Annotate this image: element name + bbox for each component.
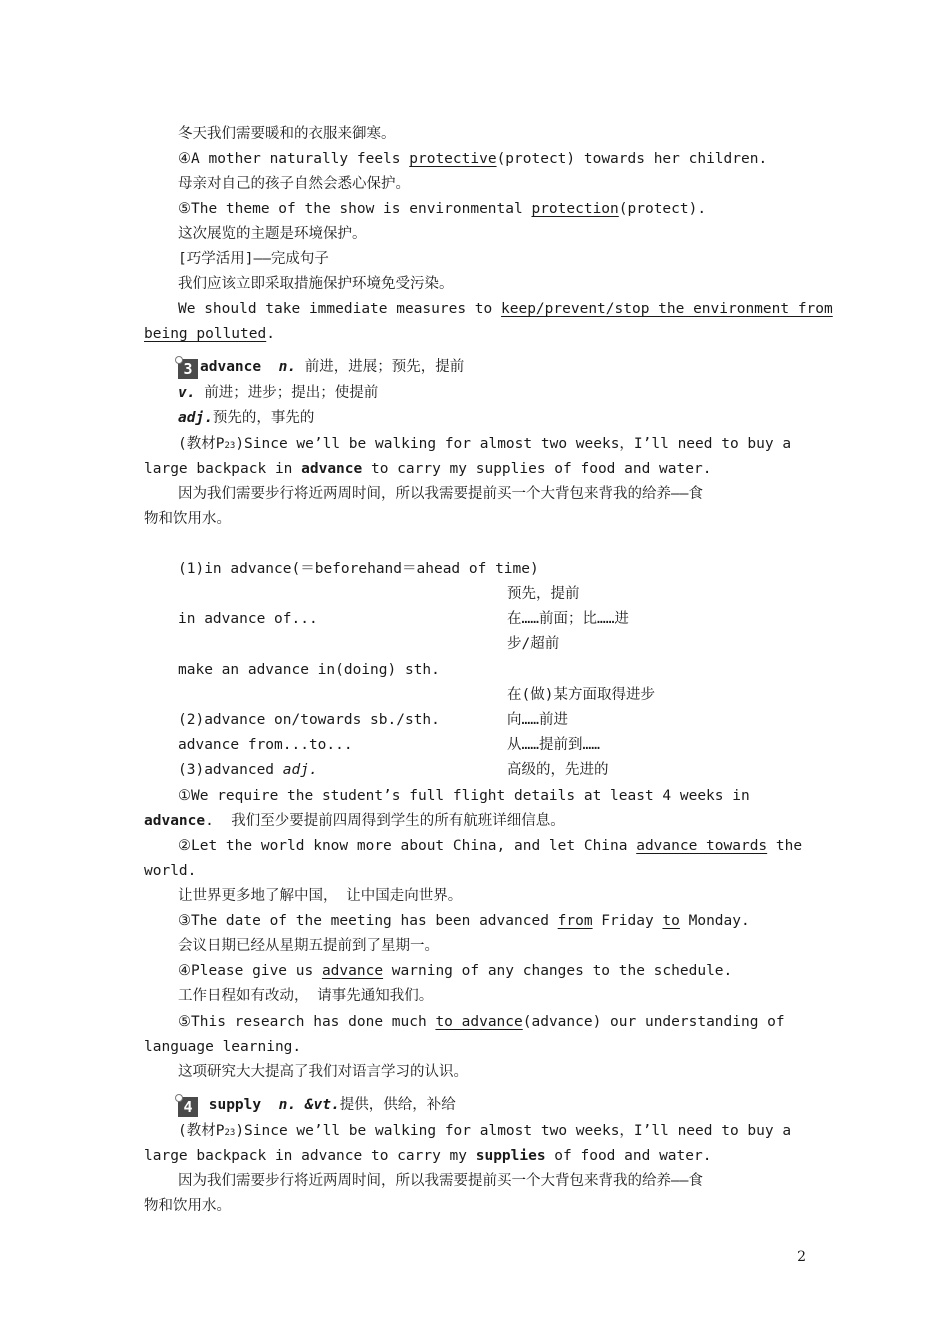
example-translation: 这项研究大大提高了我们对语言学习的认识。 — [178, 1064, 468, 1080]
answer-blank: to — [662, 913, 680, 929]
vocab-heading: 4 supply n. &vt.提供，供给，补给 — [178, 1095, 456, 1117]
example-sentence-cont: world. — [144, 863, 197, 879]
phrase: in advance of... — [178, 611, 318, 627]
exercise-heading: [巧学活用]——完成句子 — [178, 251, 329, 267]
vocab-definition: adj.预先的，事先的 — [178, 410, 315, 426]
phrase-meaning: 从……提前到…… — [507, 737, 600, 753]
example-sentence-cont: language learning. — [144, 1039, 302, 1055]
phrase: make an advance in(doing) sth. — [178, 662, 440, 678]
phrase-meaning: 预先，提前 — [507, 586, 580, 602]
example-translation: 工作日程如有改动， 请事先通知我们。 — [178, 988, 434, 1004]
example-sentence: ⑤The theme of the show is environmental protection(protect). — [178, 201, 707, 217]
page-number: 2 — [797, 1249, 806, 1265]
example-translation: 这次展览的主题是环境保护。 — [178, 226, 367, 242]
example-sentence: ③The date of the meeting has been advanced from Friday to Monday. — [178, 913, 750, 929]
exercise-answer-cont: being polluted. — [144, 326, 275, 342]
example-translation: 会议日期已经从星期五提前到了星期一。 — [178, 938, 439, 954]
exercise-answer: We should take immediate measures to keep/prevent/stop the environment from — [178, 301, 833, 317]
textbook-translation-cont: 物和饮用水。 — [144, 511, 231, 527]
answer-blank: keep/prevent/stop the environment from — [501, 301, 833, 317]
textbook-example: (教材P23)Since we’ll be walking for almost two weeks，I’ll need to buy a — [178, 436, 792, 452]
answer-blank: advance — [321, 963, 384, 979]
phrase: (3)advanced adj. — [178, 762, 318, 778]
answer-blank: being polluted — [144, 326, 267, 342]
example-sentence: ⑤This research has done much to advance(advance) our understanding of — [178, 1014, 785, 1030]
example-sentence: ④A mother naturally feels protective(protect) towards her children. — [178, 151, 768, 167]
text-line: 冬天我们需要暖和的衣服来御寒。 — [178, 126, 396, 142]
answer-blank: advance — [144, 813, 206, 829]
vocab-word: supply — [208, 1097, 262, 1113]
phrase-meaning: 在……前面；比……进 — [507, 611, 629, 627]
phrase: advance from...to... — [178, 737, 353, 753]
example-sentence: ④Please give us advance warning of any changes to the schedule. — [178, 963, 733, 979]
example-translation: 母亲对自己的孩子自然会悉心保护。 — [178, 176, 410, 192]
phrase-meaning: 高级的，先进的 — [507, 762, 609, 778]
textbook-example-cont: large backpack in advance to carry my supplies of food and water. — [144, 461, 712, 477]
answer-blank: from — [557, 913, 593, 929]
example-sentence: ①We require the student’s full flight details at least 4 weeks in — [178, 788, 750, 804]
phrase-meaning: 步/超前 — [507, 636, 560, 652]
section-number-icon: 4 — [178, 1097, 198, 1117]
textbook-translation: 因为我们需要步行将近两周时间，所以我需要提前买一个大背包来背我的给养——食 — [178, 1173, 703, 1189]
textbook-example: (教材P23)Since we’ll be walking for almost two weeks，I’ll need to buy a — [178, 1123, 792, 1139]
textbook-example-cont: large backpack in advance to carry my supplies of food and water. — [144, 1148, 712, 1164]
example-translation: 让世界更多地了解中国， 让中国走向世界。 — [178, 888, 463, 904]
example-sentence-cont: advance. 我们至少要提前四周得到学生的所有航班详细信息。 — [144, 813, 565, 829]
vocab-heading: 3 advance n. 前进，进展；预先，提前 — [178, 357, 464, 379]
answer-blank: protective — [409, 151, 497, 167]
phrase-meaning: 在(做)某方面取得进步 — [507, 687, 655, 703]
textbook-translation: 因为我们需要步行将近两周时间，所以我需要提前买一个大背包来背我的给养——食 — [178, 486, 703, 502]
exercise-prompt: 我们应该立即采取措施保护环境免受污染。 — [178, 276, 454, 292]
phrase-meaning: 向……前进 — [507, 712, 568, 728]
vocab-definition: v. 前进；进步；提出；使提前 — [178, 385, 379, 401]
answer-blank: advance towards — [636, 838, 768, 854]
answer-blank: protection — [531, 201, 619, 217]
vocab-word: advance — [200, 359, 262, 375]
phrase: (1)in advance(＝beforehand＝ahead of time) — [178, 561, 539, 577]
phrase: (2)advance on/towards sb./sth. — [178, 712, 440, 728]
answer-blank: to advance — [435, 1014, 523, 1030]
textbook-translation-cont: 物和饮用水。 — [144, 1198, 231, 1214]
example-sentence: ②Let the world know more about China, and let China advance towards the — [178, 838, 803, 854]
section-number-icon: 3 — [178, 359, 198, 379]
